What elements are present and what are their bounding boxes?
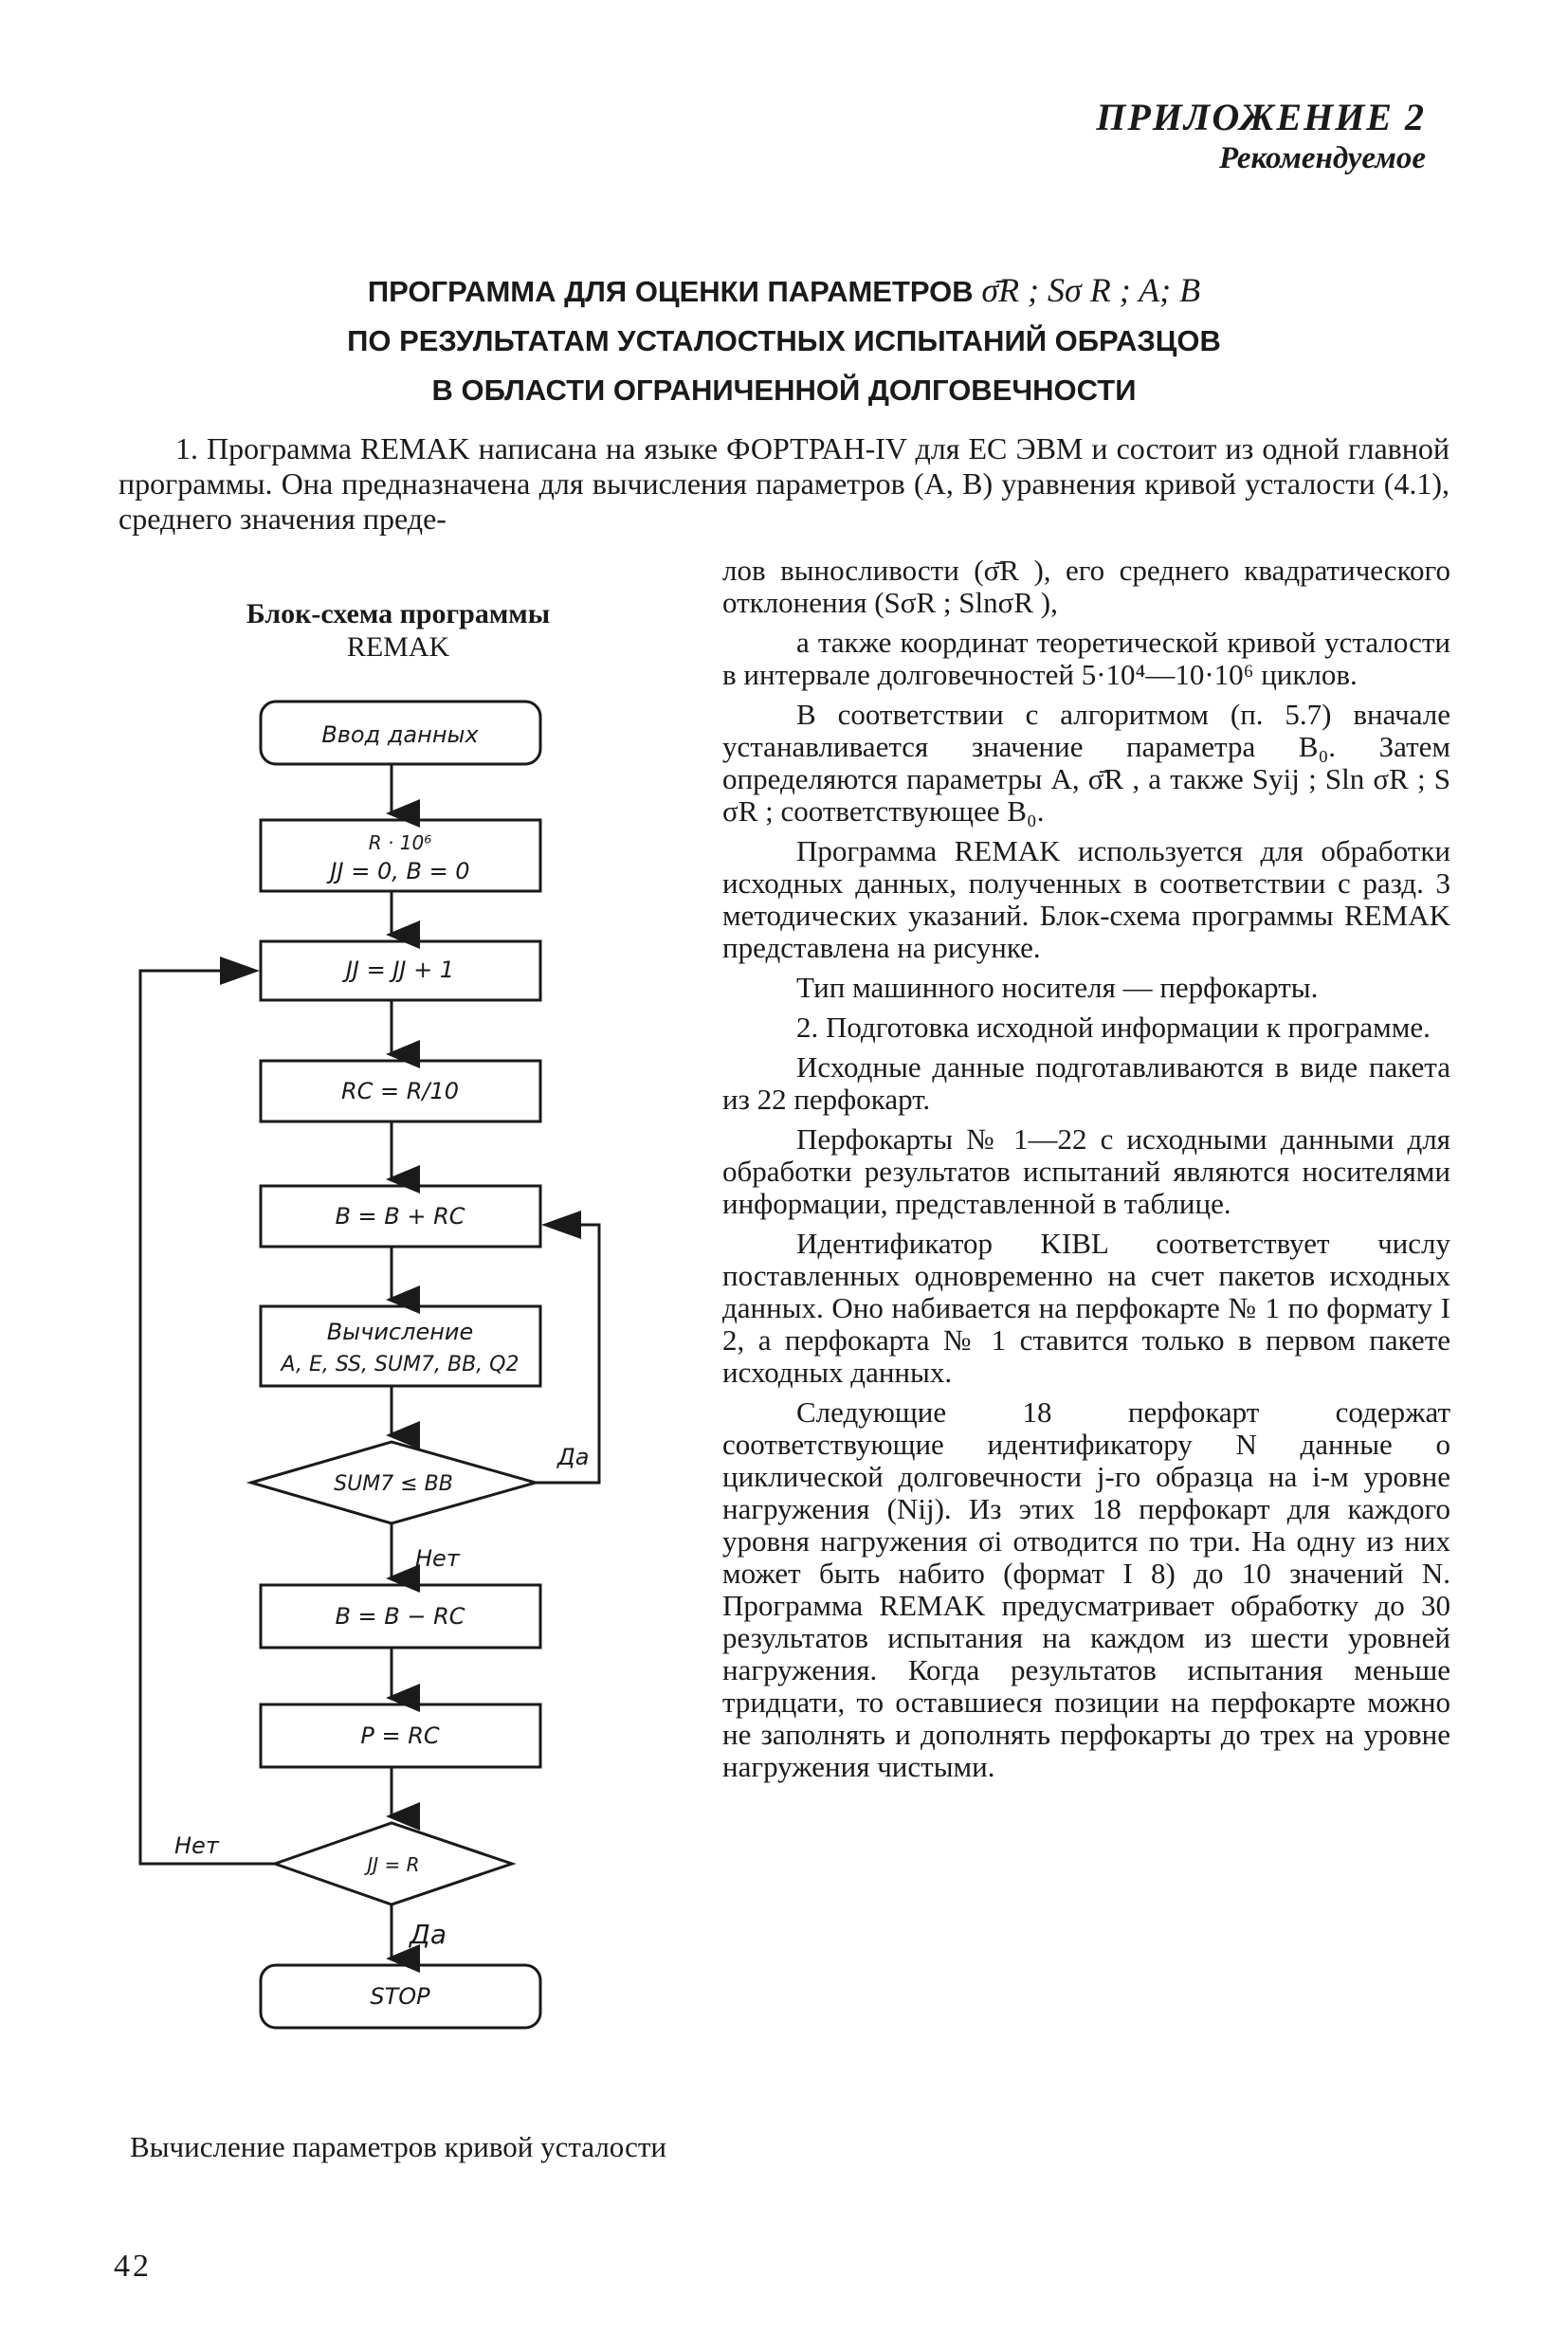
b-sub-label: B = B − RC [335, 1603, 465, 1630]
no-label-2: Нет [174, 1832, 219, 1859]
increment-label: JJ = JJ + 1 [345, 957, 455, 983]
title-line-3: В ОБЛАСТИ ОГРАНИЧЕННОЙ ДОЛГОВЕЧНОСТИ [431, 374, 1137, 407]
intro-paragraph: 1. Программа REMAK написана на языке ФОРТРАН-IV для ЕС ЭВМ и состоит из одной главной программы. Она предназначена для вычисления параметров (A, B) уравнения кривой усталости (4.1), среднего значения преде- [119, 431, 1449, 536]
paragraph-endurance: лов выносливости (σ̄R ), его среднего квадратического отклонения (SσR ; SlnσR ), [722, 554, 1450, 619]
decision-1-label: SUM7 ≤ BB [334, 1472, 453, 1496]
right-column-text [722, 555, 1450, 1791]
paragraph-identifier: Идентификатор KIBL соответствует числу поставленных одновременно на счет пакетов исходных данных. Оно набивается на перфокарте № 1 по формату I 2, а перфокарта № 1 ставится только в первом пакете исходных данных. [722, 1227, 1450, 1389]
calc-label-1: Вычисление [326, 1319, 474, 1345]
page-number: 42 [114, 2249, 152, 2284]
paragraph-media-type: Тип машинного носителя — перфокарты. [796, 971, 1319, 1004]
block-scheme-program-name: REMAK [346, 631, 450, 663]
appendix-number: ПРИЛОЖЕНИЕ 2 [1096, 96, 1426, 138]
paragraph-punch-cards: Перфокарты № 1—22 с исходными данными для обработки результатов испытаний являются носителями информации, представленной в таблице. [722, 1122, 1450, 1220]
calc-label-2: A, E, SS, SUM7, BB, Q2 [281, 1353, 520, 1376]
paragraph-coordinates: а также координат теоретической кривой усталости в интервале долговечностей 5·10⁴—10·10⁶ циклов. [722, 626, 1450, 691]
stop-label: STOP [370, 1983, 430, 2010]
yes-label-1: Да [557, 1444, 590, 1470]
paragraph-following-cards: Следующие 18 перфокарт содержат соответствующие идентификатору N данные о циклической долговечности j-го образца на i-м уровне нагружения (Nij). Из этих 18 перфокарт для каждого уровня нагружения σi отводится по три. На одну из них может быть набито (формат I 8) до 10 значений N. Программа REMAK предусматривает обработку до 30 результатов испытания на каждом из шести уровней нагружения. Когда результатов испытания меньше тридцати, то оставшиеся позиции на перфокарте можно не заполнять и дополнять перфокарты до трех на уровне нагружения чистыми. [722, 1395, 1450, 1783]
yes-label-2: Да [410, 1919, 447, 1950]
b-add-label: B = B + RC [335, 1203, 465, 1230]
title-line-1: ПРОГРАММА ДЛЯ ОЦЕНКИ ПАРАМЕТРОВ [367, 275, 974, 308]
input-label: Ввод данных [321, 721, 479, 748]
p-set-label: P = RC [360, 1722, 440, 1749]
paragraph-usage: Программа REMAK используется для обработки исходных данных, полученных в соответствии с разд. 3 методических указаний. Блок-схема программы REMAK представлена на рисунке. [722, 834, 1450, 964]
appendix-status: Рекомендуемое [1218, 141, 1426, 175]
decision-2-label: JJ = R [367, 1853, 420, 1876]
rc-label: RC = R/10 [340, 1078, 460, 1104]
paragraph-package: Исходные данные подготавливаются в виде пакета из 22 перфокарт. [722, 1050, 1450, 1116]
title-formula: σ̄R ; Sσ R ; A; B [981, 271, 1201, 309]
figure-caption: Вычисление параметров кривой усталости [130, 2130, 666, 2163]
no-label-1: Нет [415, 1545, 460, 1572]
paragraph-preparation: 2. Подготовка исходной информации к программе. [796, 1011, 1431, 1044]
paragraph-algorithm: В соответствии с алгоритмом (п. 5.7) вначале устанавливается значение параметра B₀. Затем определяются параметры A, σ̄R , а также Syij ; Sln σR ; S σR ; соответствующее B₀. [722, 698, 1450, 828]
init-label-1: R · 10⁶ [368, 831, 432, 854]
title-line-2: ПО РЕЗУЛЬТАТАМ УСТАЛОСТНЫХ ИСПЫТАНИЙ ОБРАЗЦОВ [347, 324, 1221, 357]
init-label-2: JJ = 0, B = 0 [330, 858, 470, 884]
block-scheme-heading: Блок-схема программы [246, 598, 551, 629]
